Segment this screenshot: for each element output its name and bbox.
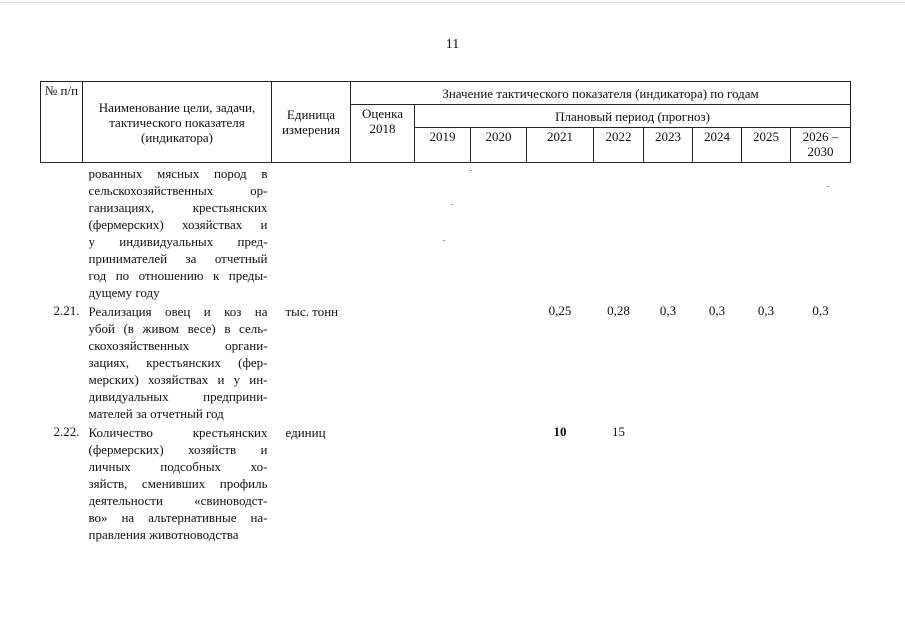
name-line: (фермерских) хозяйствах и [88, 217, 268, 232]
header-year: 2021 [527, 128, 594, 163]
name-line: мателей за отчетный год [88, 406, 224, 421]
row-value [415, 301, 471, 422]
row-value [742, 422, 791, 543]
name-line: правления животноводства [88, 527, 239, 542]
name-line: зациях, крестьянских (фер- [88, 355, 268, 370]
row-value [693, 422, 742, 543]
name-line: ганизациях, крестьянских [88, 200, 268, 215]
name-line: дущему году [88, 285, 160, 300]
scan-speck [443, 240, 445, 241]
header-year: 2024 [693, 128, 742, 163]
header-plan-group: Плановый период (прогноз) [415, 105, 851, 128]
name-line: зяйств, сменивших профиль [88, 476, 268, 491]
table-row [41, 301, 851, 422]
name-line: сельскохозяйственных ор- [88, 183, 268, 198]
row-value: 15 [612, 424, 625, 439]
row-estimate [351, 422, 415, 543]
table-row [41, 163, 851, 302]
header-year: 2026 – 2030 [791, 128, 851, 163]
name-line: дивидуальных предприни- [88, 389, 268, 404]
page-number: 11 [445, 37, 460, 52]
row-indicator-name [83, 163, 272, 302]
row-value [415, 422, 471, 543]
header-estimate: Оценка 2018 [351, 105, 415, 163]
name-line: во» на альтернативные на- [88, 510, 268, 525]
row-value [644, 163, 693, 302]
header-year: 2022 [594, 128, 644, 163]
row-indicator-name [83, 301, 272, 422]
table-header [41, 82, 851, 163]
name-line: убой (в живом весе) в сель- [88, 321, 268, 336]
header-values-group: Значение тактического показателя (индикатора) по годам [351, 82, 851, 105]
header-year: 2023 [644, 128, 693, 163]
name-line: мерских) хозяйствах и у ин- [88, 372, 268, 387]
row-value [594, 163, 644, 302]
name-line: скохозяйственных органи- [88, 338, 268, 353]
header-year: 2019 [415, 128, 471, 163]
row-number: 2.21. [53, 303, 80, 318]
row-value [415, 163, 471, 302]
row-unit [272, 163, 351, 302]
row-number [41, 163, 83, 302]
header-year: 2020 [471, 128, 527, 163]
row-unit: тыс. тонн [285, 304, 339, 319]
name-line: год по отношению к преды- [88, 268, 268, 283]
name-line: личных подсобных хо- [88, 459, 268, 474]
row-estimate [351, 301, 415, 422]
header-unit: Единица измерения [272, 82, 351, 163]
row-value: 0,3 [812, 303, 829, 318]
header-year: 2025 [742, 128, 791, 163]
name-line: Реализация овец и коз на [88, 304, 268, 319]
scan-speck [451, 204, 453, 205]
indicator-table [40, 81, 851, 543]
name-line: (фермерских) хозяйств и [88, 442, 268, 457]
row-value: 0,3 [757, 303, 775, 318]
row-number: 2.22. [53, 424, 80, 439]
row-value [644, 422, 693, 543]
row-value [791, 163, 851, 302]
row-value [471, 163, 527, 302]
row-value: 0,25 [548, 303, 572, 318]
name-line: у индивидуальных пред- [88, 234, 268, 249]
name-line: принимателей за отчетный [88, 251, 268, 266]
row-value [693, 163, 742, 302]
table-body [41, 163, 851, 544]
row-value: 0,28 [607, 303, 630, 318]
row-estimate [351, 163, 415, 302]
row-value: 10 [553, 424, 567, 439]
table-row [41, 422, 851, 543]
scan-top-edge [0, 2, 905, 3]
name-line: рованных мясных пород в [88, 166, 268, 181]
row-value [742, 163, 791, 302]
row-value [527, 163, 594, 302]
header-num: № п/п [41, 82, 83, 163]
row-value [471, 422, 527, 543]
row-value: 0,3 [708, 303, 726, 318]
scan-speck [470, 170, 472, 171]
name-line: деятельности «свиноводст- [88, 493, 268, 508]
row-unit: единиц [285, 425, 326, 440]
scan-speck [827, 186, 829, 187]
row-value: 0,3 [659, 303, 677, 318]
row-indicator-name [83, 422, 272, 543]
header-name: Наименование цели, задачи, тактического показателя (индикатора) [83, 82, 272, 163]
name-line: Количество крестьянских [88, 425, 268, 440]
row-value [471, 301, 527, 422]
row-value [791, 422, 851, 543]
